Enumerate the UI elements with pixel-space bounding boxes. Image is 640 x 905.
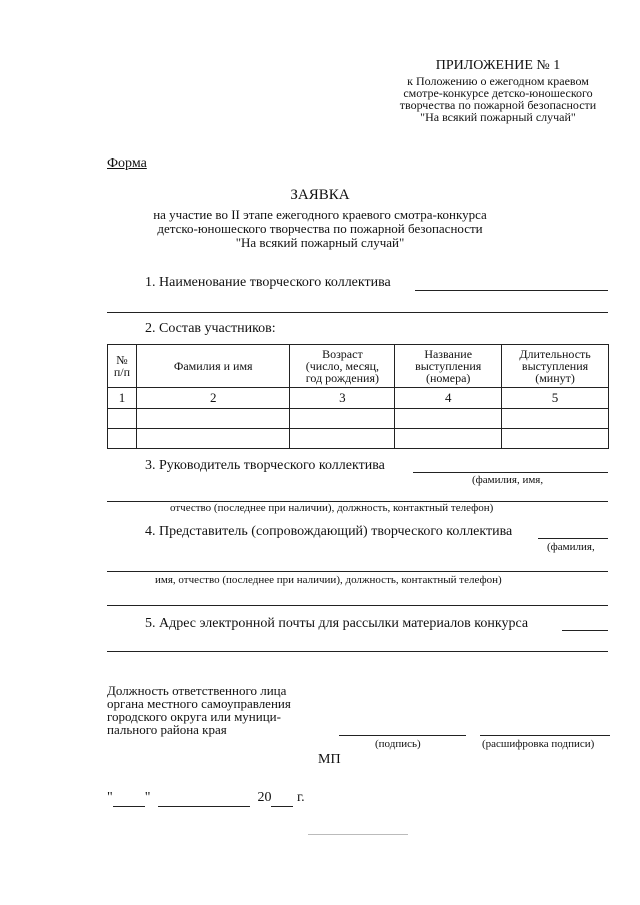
header-name: Фамилия и имя: [136, 345, 290, 388]
signature-decode-label: (расшифровка подписи): [482, 738, 595, 750]
table-cell[interactable]: [502, 429, 609, 449]
item-4-label: 4. Представитель (сопровождающий) творческого коллектива: [145, 524, 513, 539]
participants-table: [107, 344, 609, 449]
collective-name-field[interactable]: [415, 290, 608, 291]
representative-hint-1: (фамилия,: [547, 541, 595, 553]
appendix-line: к Положению о ежегодном краевом: [407, 74, 589, 88]
leader-hint-2: отчество (последнее при наличии), должность, контактный телефон): [170, 502, 494, 514]
representative-hint-2: имя, отчество (последнее при наличии), должность, контактный телефон): [155, 574, 502, 586]
col-number: 3: [290, 388, 395, 409]
appendix-block: [388, 58, 608, 123]
signature-field[interactable]: [339, 735, 466, 736]
leader-field[interactable]: [413, 472, 608, 473]
subtitle-line: "На всякий пожарный случай": [235, 235, 405, 250]
signature-label: (подпись): [375, 738, 421, 750]
col-number: 2: [136, 388, 290, 409]
email-field-line2[interactable]: [107, 651, 608, 652]
table-header-row: [108, 345, 609, 388]
appendix-title: ПРИЛОЖЕНИЕ № 1: [435, 58, 561, 73]
table-cell[interactable]: [136, 409, 290, 429]
appendix-line: творчества по пожарной безопасности: [399, 98, 597, 112]
item-3-label: 3. Руководитель творческого коллектива: [145, 458, 385, 473]
col-number: 4: [395, 388, 502, 409]
table-number-row: [108, 388, 609, 409]
official-position: [107, 684, 291, 736]
header-number: № п/п: [108, 345, 137, 388]
representative-field-line3[interactable]: [107, 605, 608, 606]
date-year-field[interactable]: [271, 790, 293, 807]
official-line: органа местного самоуправления: [107, 696, 291, 711]
table-row: [108, 429, 609, 449]
collective-name-field-line2[interactable]: [107, 312, 608, 313]
leader-hint-1: (фамилия, имя,: [472, 474, 544, 486]
representative-field[interactable]: [538, 538, 608, 539]
appendix-line: смотре-конкурсе детско-юношеского: [403, 86, 593, 100]
table-row: [108, 409, 609, 429]
header-performance-title: Название выступления (номера): [395, 345, 502, 388]
date-year-prefix: 20: [257, 790, 272, 805]
table-cell[interactable]: [136, 429, 290, 449]
header-duration: Длительность выступления (минут): [502, 345, 609, 388]
table-cell[interactable]: [502, 409, 609, 429]
footer-divider: [308, 834, 408, 835]
official-line: пального района края: [107, 722, 227, 737]
col-number: 5: [502, 388, 609, 409]
document-subtitle: [0, 208, 640, 250]
subtitle-line: на участие во II этапе ежегодного краевого смотра-конкурса: [153, 207, 487, 222]
table-cell[interactable]: [108, 409, 137, 429]
date-day-field[interactable]: [113, 790, 145, 807]
document-title: ЗАЯВКА: [290, 187, 350, 203]
table-cell[interactable]: [108, 429, 137, 449]
stamp-place: МП: [318, 752, 341, 767]
signature-decode-field[interactable]: [480, 735, 610, 736]
representative-field-line2[interactable]: [107, 571, 608, 572]
item-5-label: 5. Адрес электронной почты для рассылки материалов конкурса: [145, 616, 529, 631]
date-line: " " 20 г.: [107, 790, 305, 805]
table-cell[interactable]: [395, 429, 502, 449]
table-cell[interactable]: [395, 409, 502, 429]
official-line: Должность ответственного лица: [107, 683, 287, 698]
date-year-suffix: г.: [296, 790, 305, 805]
item-2-label: 2. Состав участников:: [145, 321, 276, 336]
table-cell[interactable]: [290, 429, 395, 449]
item-1-label: 1. Наименование творческого коллектива: [145, 275, 391, 290]
col-number: 1: [108, 388, 137, 409]
header-age: Возраст (число, месяц, год рождения): [290, 345, 395, 388]
email-field[interactable]: [562, 630, 608, 631]
form-label: Форма: [107, 156, 147, 171]
table-cell[interactable]: [290, 409, 395, 429]
subtitle-line: детско-юношеского творчества по пожарной безопасности: [157, 221, 483, 236]
official-line: городского округа или муници-: [107, 709, 281, 724]
appendix-line: "На всякий пожарный случай": [420, 110, 576, 124]
date-month-field[interactable]: [158, 790, 250, 807]
